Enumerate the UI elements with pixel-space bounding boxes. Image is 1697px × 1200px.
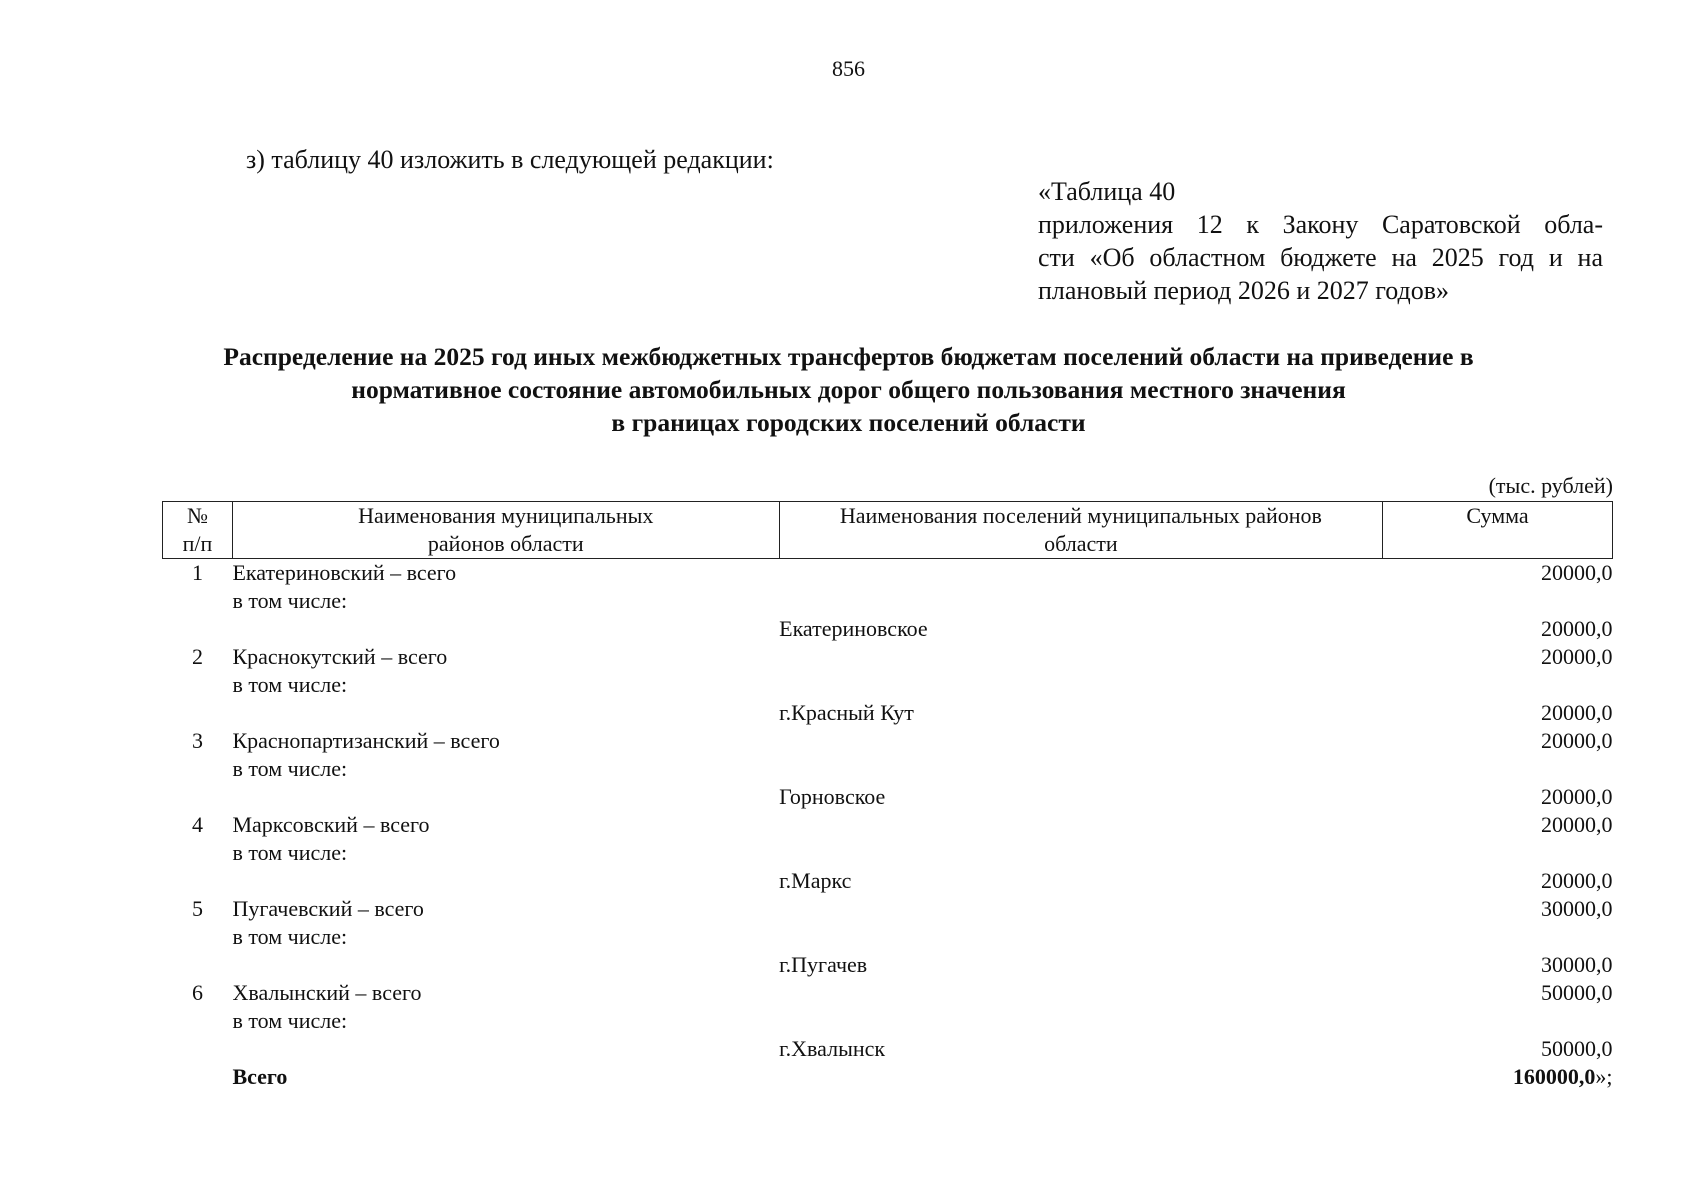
closing-quote: »; bbox=[1595, 1064, 1613, 1089]
district-total: 20000,0 bbox=[1541, 644, 1613, 669]
including-label: в том числе: bbox=[232, 588, 348, 613]
table-row bbox=[163, 643, 1613, 671]
table-row bbox=[163, 951, 1613, 979]
table-row bbox=[163, 615, 1613, 643]
grand-total-label: Всего bbox=[232, 1064, 288, 1089]
appendix-reference bbox=[1038, 175, 1603, 307]
settlement-name: г.Маркс bbox=[779, 868, 852, 893]
distribution-table bbox=[162, 501, 1613, 1091]
table-row bbox=[163, 895, 1613, 923]
appendix-line: сти «Об областном бюджете на 2025 год и на bbox=[1038, 243, 1603, 272]
settlement-name: г.Пугачев bbox=[779, 952, 868, 977]
appendix-line: плановый период 2026 и 2027 годов» bbox=[1038, 276, 1450, 305]
title-line: Распределение на 2025 год иных межбюджетных трансфертов бюджетам поселений области на приведение в bbox=[223, 342, 1474, 371]
row-number: 5 bbox=[191, 896, 203, 921]
header-num: № п/п bbox=[163, 502, 233, 559]
including-label: в том числе: bbox=[232, 672, 348, 697]
document-title bbox=[150, 340, 1547, 439]
settlement-sum: 20000,0 bbox=[1541, 868, 1613, 893]
row-number: 6 bbox=[191, 980, 203, 1005]
settlement-name: Горновское bbox=[779, 784, 886, 809]
appendix-line: «Таблица 40 bbox=[1038, 177, 1176, 206]
header-settlement: Наименования поселений муниципальных районов области bbox=[779, 502, 1383, 559]
appendix-line: приложения 12 к Закону Саратовской обла- bbox=[1038, 210, 1603, 239]
table-row bbox=[163, 979, 1613, 1007]
table-row bbox=[163, 923, 1613, 951]
district-name: Хвалынский – всего bbox=[232, 980, 422, 1005]
settlement-name: г.Хвалынск bbox=[779, 1036, 886, 1061]
table-row bbox=[163, 811, 1613, 839]
district-name: Екатериновский – всего bbox=[232, 560, 457, 585]
district-total: 30000,0 bbox=[1541, 896, 1613, 921]
header-district: Наименования муниципальных районов области bbox=[232, 502, 779, 559]
table-row bbox=[163, 727, 1613, 755]
district-name: Краснопартизанский – всего bbox=[232, 728, 500, 753]
table-row bbox=[163, 1035, 1613, 1063]
table-row bbox=[163, 671, 1613, 699]
settlement-sum: 50000,0 bbox=[1541, 1036, 1613, 1061]
grand-total-row bbox=[163, 1063, 1613, 1091]
table-row bbox=[163, 755, 1613, 783]
settlement-sum: 20000,0 bbox=[1541, 784, 1613, 809]
row-number: 4 bbox=[191, 812, 203, 837]
header-sum: Сумма bbox=[1383, 502, 1613, 559]
row-number: 3 bbox=[191, 728, 203, 753]
district-name: Марксовский – всего bbox=[232, 812, 430, 837]
including-label: в том числе: bbox=[232, 924, 348, 949]
row-number: 1 bbox=[191, 560, 203, 585]
table-row bbox=[163, 839, 1613, 867]
table-row bbox=[163, 699, 1613, 727]
district-total: 20000,0 bbox=[1541, 812, 1613, 837]
page-number: 856 bbox=[832, 56, 865, 81]
settlement-sum: 20000,0 bbox=[1541, 616, 1613, 641]
grand-total-cell bbox=[1383, 1063, 1613, 1091]
including-label: в том числе: bbox=[232, 1008, 348, 1033]
district-name: Краснокутский – всего bbox=[232, 644, 448, 669]
settlement-sum: 30000,0 bbox=[1541, 952, 1613, 977]
grand-total-value: 160000,0 bbox=[1512, 1064, 1596, 1089]
title-line: в границах городских поселений области bbox=[611, 408, 1086, 437]
district-name: Пугачевский – всего bbox=[232, 896, 424, 921]
units-label: (тыс. рублей) bbox=[1488, 473, 1613, 498]
row-number: 2 bbox=[191, 644, 203, 669]
settlement-sum: 20000,0 bbox=[1541, 700, 1613, 725]
table-row bbox=[163, 587, 1613, 615]
table-row bbox=[163, 1007, 1613, 1035]
district-total: 20000,0 bbox=[1541, 560, 1613, 585]
district-total: 20000,0 bbox=[1541, 728, 1613, 753]
including-label: в том числе: bbox=[232, 840, 348, 865]
table-header-row bbox=[163, 502, 1613, 559]
table-row bbox=[163, 559, 1613, 588]
title-line: нормативное состояние автомобильных дорог общего пользования местного значения bbox=[351, 375, 1346, 404]
settlement-name: Екатериновское bbox=[779, 616, 928, 641]
table-row bbox=[163, 783, 1613, 811]
including-label: в том числе: bbox=[232, 756, 348, 781]
settlement-name: г.Красный Кут bbox=[779, 700, 914, 725]
district-total: 50000,0 bbox=[1541, 980, 1613, 1005]
intro-text: з) таблицу 40 изложить в следующей редакции: bbox=[246, 145, 774, 174]
table-row bbox=[163, 867, 1613, 895]
